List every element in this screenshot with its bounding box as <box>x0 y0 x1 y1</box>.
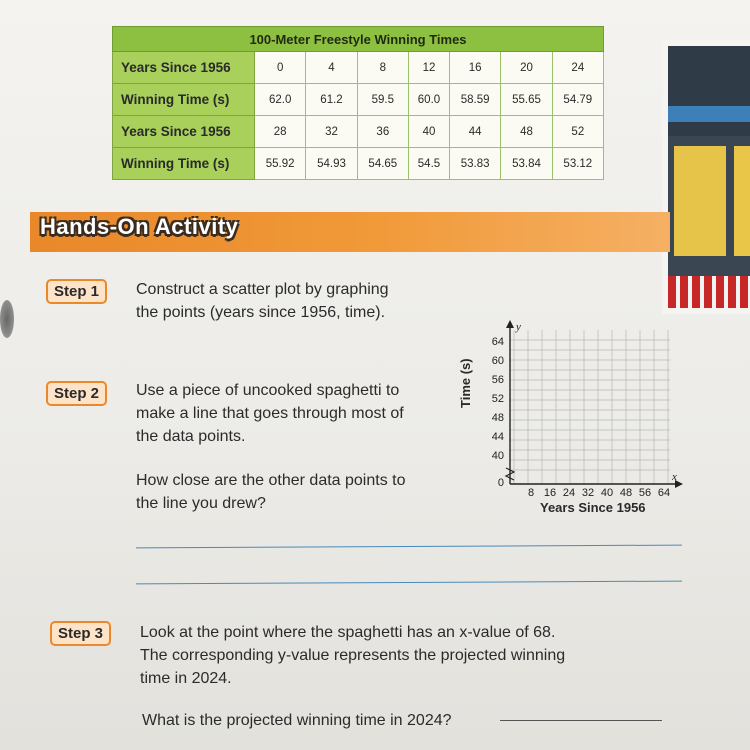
table-cell: 40 <box>408 116 449 148</box>
photo-background <box>668 46 750 136</box>
x-tick-label: 24 <box>562 487 576 498</box>
y-tick-label: 64 <box>491 336 504 348</box>
step3-badge: Step 3 <box>50 621 111 646</box>
winning-times-table <box>112 26 604 180</box>
table-cell: 24 <box>552 52 603 84</box>
table-cell: 59.5 <box>357 84 408 116</box>
y-tick-label: 56 <box>491 374 504 386</box>
table-cell: 53.12 <box>552 148 603 180</box>
graph-x-title: Years Since 1956 <box>540 500 646 515</box>
table-cell: 55.65 <box>501 84 552 116</box>
x-axis-letter: x <box>672 471 677 483</box>
table-caption: 100-Meter Freestyle Winning Times <box>113 27 604 52</box>
step1-text-line2: the points (years since 1956, time). <box>136 304 386 321</box>
row-label-times: Winning Time (s) <box>113 84 255 116</box>
table-cell: 58.59 <box>449 84 500 116</box>
step2-text-line3: the data points. <box>136 428 246 445</box>
x-tick-label: 48 <box>619 487 633 498</box>
table-cell: 53.84 <box>501 148 552 180</box>
table-cell: 0 <box>255 52 306 84</box>
x-tick-label: 16 <box>543 487 557 498</box>
table-cell: 61.2 <box>306 84 357 116</box>
x-tick-label: 8 <box>527 487 535 498</box>
y-tick-label: 48 <box>491 412 504 424</box>
table-cell: 12 <box>408 52 449 84</box>
row-label-years: Years Since 1956 <box>113 116 255 148</box>
step3-question: What is the projected winning time in 2024? <box>142 712 452 729</box>
y-tick-label: 44 <box>491 431 504 443</box>
table-cell: 48 <box>501 116 552 148</box>
scatter-plot-grid[interactable] <box>458 318 688 498</box>
photo-scoreboard <box>674 146 726 256</box>
y-tick-label: 60 <box>491 355 504 367</box>
photo-scoreboard <box>734 146 750 256</box>
grid-lines <box>510 330 670 484</box>
table-cell: 55.92 <box>255 148 306 180</box>
step2-text-line1: Use a piece of uncooked spaghetti to <box>136 382 400 399</box>
table-cell: 36 <box>357 116 408 148</box>
y-axis-arrow <box>506 320 514 328</box>
table-cell: 54.93 <box>306 148 357 180</box>
table-cell: 20 <box>501 52 552 84</box>
y-tick-label: 0 <box>497 477 504 489</box>
table-cell: 32 <box>306 116 357 148</box>
table-cell: 60.0 <box>408 84 449 116</box>
table-row <box>113 84 604 116</box>
y-axis-letter: y <box>516 321 521 333</box>
x-tick-label: 32 <box>581 487 595 498</box>
step3-text-line3: time in 2024. <box>140 670 232 687</box>
photo-lane-ropes <box>668 276 750 308</box>
step2-badge: Step 2 <box>46 381 107 406</box>
table-row <box>113 52 604 84</box>
step3-text-line2: The corresponding y-value represents the projected winning <box>140 647 566 664</box>
table-cell: 16 <box>449 52 500 84</box>
x-tick-label: 64 <box>657 487 671 498</box>
table-cell: 52 <box>552 116 603 148</box>
photo-banner <box>668 106 750 122</box>
step2-question-line2: the line you drew? <box>136 495 266 512</box>
step3-text-line1: Look at the point where the spaghetti has an x-value of 68. <box>140 624 556 641</box>
row-label-times: Winning Time (s) <box>113 148 255 180</box>
table-cell: 28 <box>255 116 306 148</box>
swimmer-photo <box>668 46 750 308</box>
table-cell: 54.65 <box>357 148 408 180</box>
graph-y-title: Time (s) <box>458 358 473 408</box>
step1-badge: Step 1 <box>46 279 107 304</box>
y-tick-label: 52 <box>491 393 504 405</box>
y-tick-label: 40 <box>491 450 504 462</box>
activity-title: Hands-On Activity <box>40 214 239 239</box>
projected-time-answer-line[interactable] <box>500 720 662 721</box>
table-cell: 4 <box>306 52 357 84</box>
table-cell: 53.83 <box>449 148 500 180</box>
table-cell: 62.0 <box>255 84 306 116</box>
step1-text-line1: Construct a scatter plot by graphing <box>136 281 389 298</box>
step2-text-line2: make a line that goes through most of <box>136 405 404 422</box>
binder-hole <box>0 300 14 338</box>
table-cell: 8 <box>357 52 408 84</box>
table-row <box>113 148 604 180</box>
step2-question-line1: How close are the other data points to <box>136 472 406 489</box>
x-tick-label: 56 <box>638 487 652 498</box>
table-cell: 54.79 <box>552 84 603 116</box>
x-tick-label: 40 <box>600 487 614 498</box>
table-cell: 44 <box>449 116 500 148</box>
table-cell: 54.5 <box>408 148 449 180</box>
row-label-years: Years Since 1956 <box>113 52 255 84</box>
table-row <box>113 116 604 148</box>
